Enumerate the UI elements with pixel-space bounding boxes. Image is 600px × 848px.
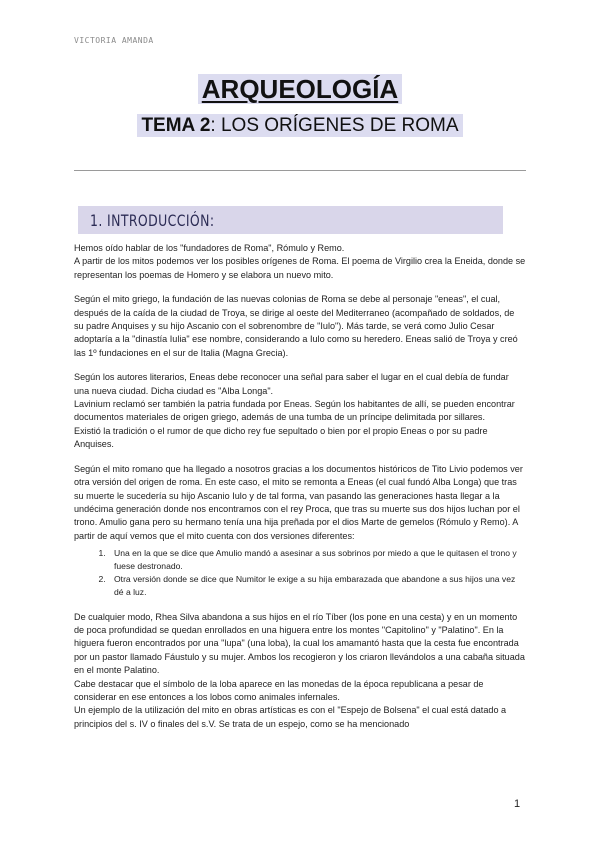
author-name: VICTORIA AMANDA bbox=[74, 36, 154, 45]
paragraph: Hemos oído hablar de los "fundadores de Roma", Rómulo y Remo. A partir de los mitos podemos ver los posibles orígenes de Roma. El poema de Virgilio crea la Eneida, donde se representan los poemas de Homero y se elabora un nuevo mito. bbox=[74, 243, 526, 280]
list-item: 2. Otra versión donde se dice que Numitor le exige a su hija embarazada que abandone a sus hijos una vez dé a luz. bbox=[108, 573, 526, 598]
document-subtitle-block bbox=[0, 115, 600, 137]
document-subtitle bbox=[137, 114, 462, 137]
page-number: 1 bbox=[514, 798, 521, 810]
document-title: ARQUEOLOGÍA bbox=[198, 74, 402, 104]
document-title-block bbox=[0, 74, 600, 105]
subtitle-topic-number: TEMA 2 bbox=[141, 115, 211, 136]
paragraph: Según los autores literarios, Eneas debe reconocer una señal para saber el lugar en el cual debía de fundar una nueva ciudad. Dicha ciudad es "Alba Longa". Lavinium reclamó ser también la patria fundada por Eneas. Según los habitantes de allí, se pueden encontrar documentos materiales de origen griego, además de una tumba de un príncipe delimitada por sillares. Existió la tradición o el rumor de que dicho rey fue sepultado o bien por el propio Eneas o por su padre Anquises. bbox=[74, 372, 515, 450]
title-divider bbox=[74, 170, 526, 171]
section-heading-box bbox=[78, 206, 503, 234]
list-item: 1. Una en la que se dice que Amulio mandó a asesinar a sus sobrinos por miedo a que le quitasen el trono y fuese destronado. bbox=[108, 547, 526, 572]
document-body bbox=[74, 242, 526, 742]
paragraph: De cualquier modo, Rhea Silva abandona a sus hijos en el río Tíber (los pone en una cesta) y en un momento de poca profundidad se quedan enrollados en una higuera entre los montes "Capitolino" y "Palatino". En la higuera fueron encontrados por una "lupa" (una loba), la cual los amamantó hasta que la cesta fue encontrada por un pastor llamado Fáustulo y su mujer. Ambos los recogieron y los criaron llevándolos a una cabaña situada en el monte Palatino. Cabe destacar que el símbolo de la loba aparece en las monedas de la época republicana a pesar de considerar en ese entonces a los lobos como animales infernales. Un ejemplo de la utilización del mito en obras artísticas es con el "Espejo de Bolsena" el cual está datado a principios del s. IV o finales del s.V. Se trata de un espejo, como se ha mencionado bbox=[74, 611, 525, 729]
section-heading: 1. INTRODUCCIÓN: bbox=[90, 211, 215, 230]
paragraph: Según el mito romano que ha llegado a nosotros gracias a los documentos históricos de Tito Livio podemos ver otra versión del origen de roma. En este caso, el mito se remonta a Eneas (el cual fundó Alba Longa) que tras su muerte le sucedería su hijo Ascanio Iulo y de tal forma, van pasando las generaciones hasta llegar a la undécima generación donde nos encontramos con el rey Proca, que tras su muerte sus dos hijos luchan por el trono. Amulio gana pero su hermano tenía una hija preñada por el dios Marte de gemelos (Rómulo y Remo). A partir de aquí vemos que el mito cuenta con dos versiones diferentes: bbox=[74, 463, 523, 541]
subtitle-topic-name: : LOS ORÍGENES DE ROMA bbox=[210, 115, 459, 136]
paragraph: Según el mito griego, la fundación de las nuevas colonias de Roma se debe al personaje "eneas", el cual, después de la caída de la ciudad de Troya, se dirige al oeste del Mediterraneo (acompañado de soldados, de su padre Anquises y su hijo Ascanio con el sobrenombre de "Iulo"). Más tarde, se verá como Julio Cesar adoptaría a la "dinastía Iulia" ese nombre, considerando a Iulo como su heredero. Eneas salió de Troya y creó las 1º fundaciones en el sur de Italia (Magna Grecia). bbox=[74, 294, 518, 358]
numbered-list bbox=[74, 547, 526, 598]
